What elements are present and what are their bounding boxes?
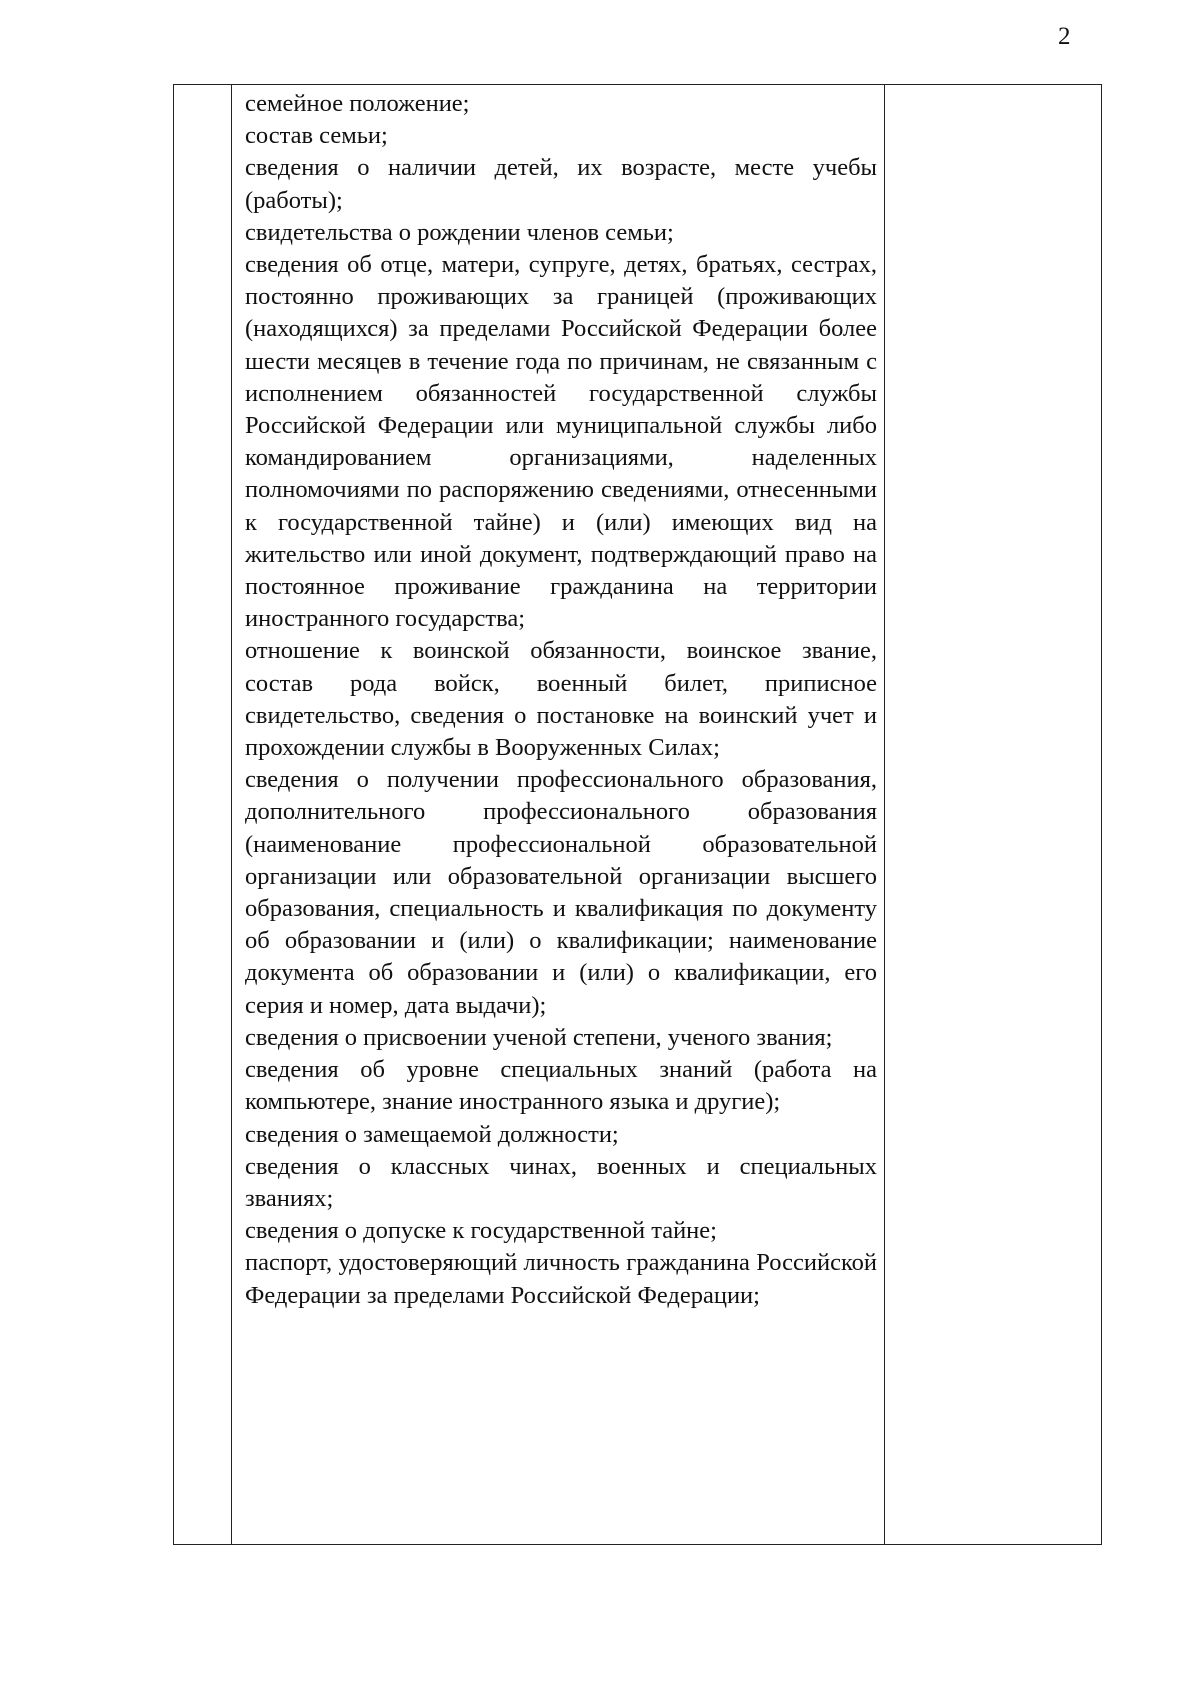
list-item: сведения о наличии детей, их возрасте, месте учебы (работы); [245, 154, 877, 214]
list-item: семейное положение; [245, 90, 470, 117]
list-item: сведения о замещаемой должности; [245, 1120, 619, 1148]
list-item: сведения о классных чинах, военных и специальных званиях; [245, 1152, 877, 1212]
list-item: сведения о присвоении ученой степени, ученого звания; [245, 1023, 833, 1051]
list-item: сведения об отце, матери, супруге, детях, братьях, сестрах, постоянно проживающих за границей (проживающих (находящихся) за пределами Российской Федерации более шести месяцев в течение года по причинам, не связанным с исполнением обязанностей государственной службы Российской Федерации или муниципальной службы либо командированием организациями, наделенных полномочиями по распоряжению сведениями, отнесенными к государственной тайне) и (или) имеющих вид на жительство или иной документ, подтверждающий право на постоянное проживание гражданина на территории иностранного государства; [245, 251, 877, 633]
list-item: сведения о получении профессионального образования, дополнительного профессионального образования (наименование профессиональной образовательной организации или образовательной организации высшего образования, специальность и квалификация по документу об образовании и (или) о квалификации; наименование документа об образовании и (или) о квалификации, его серия и номер, дата выдачи); [245, 766, 877, 1019]
column-divider-right [884, 85, 885, 1544]
page-number: 2 [1058, 23, 1071, 50]
data-table [173, 84, 1102, 1545]
column-divider-left [231, 85, 232, 1544]
list-item: сведения о допуске к государственной тайне; [245, 1217, 717, 1245]
list-item: отношение к воинской обязанности, воинское звание, состав рода войск, военный билет, приписное свидетельство, сведения о постановке на воинский учет и прохождении службы в Вооруженных Силах; [245, 637, 877, 762]
list-item: свидетельства о рождении членов семьи; [245, 218, 674, 246]
table-cell-list [245, 88, 877, 1312]
list-item: сведения об уровне специальных знаний (работа на компьютере, знание иностранного языка и другие); [245, 1056, 877, 1116]
list-item: паспорт, удостоверяющий личность гражданина Российской Федерации за пределами Российской Федерации; [245, 1249, 877, 1309]
list-item: состав семьи; [245, 122, 388, 150]
